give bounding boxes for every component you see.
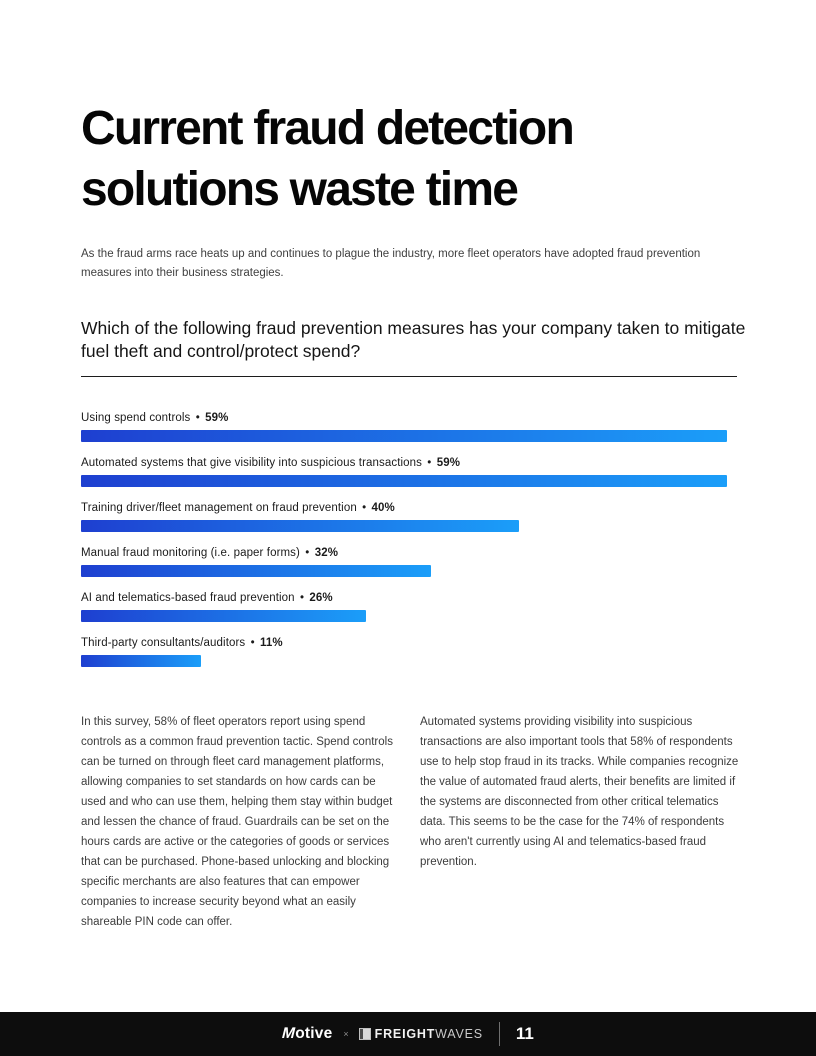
footer-content — [282, 1022, 534, 1046]
chart-rows — [81, 410, 727, 667]
body-column-right: Automated systems providing visibility into suspicious transactions are also important tools that 58% of respondents use to help stop fraud in its tracks. While companies recognize the value of automated fraud alerts, their benefits are limited if the systems are disconnected from other critical telematics data. This seems to be the case for the 74% of respondents who aren't currently using AI and telematics-based fraud prevention. — [420, 716, 739, 868]
page-number: 11 — [515, 1024, 534, 1043]
body-columns — [81, 712, 741, 932]
bar-value: 11% — [256, 637, 283, 649]
bar-label-separator: • — [362, 502, 367, 514]
bar — [81, 610, 366, 622]
bar-label: Automated systems that give visibility into suspicious transactions • 59% — [81, 457, 461, 469]
chart-row — [81, 635, 727, 667]
bar-label: Manual fraud monitoring (i.e. paper forms) • 32% — [81, 547, 339, 559]
bar — [81, 520, 519, 532]
bar — [81, 565, 431, 577]
chart-row — [81, 455, 727, 487]
bar — [81, 430, 727, 442]
intro-paragraph: As the fraud arms race heats up and continues to plague the industry, more fleet operators have adopted fraud prevention measures into their business strategies. — [81, 247, 701, 279]
bar-label-separator: • — [250, 637, 255, 649]
freightwaves-logo — [360, 1027, 483, 1041]
bar-label-separator: • — [305, 547, 310, 559]
page-title — [81, 98, 761, 220]
bar-label: Using spend controls • 59% — [81, 412, 229, 424]
motive-logo — [282, 1025, 332, 1043]
motive-logo-rest: otive — [295, 1025, 333, 1042]
bar-label-separator: • — [427, 457, 432, 469]
bar-label: Third-party consultants/auditors • 11% — [81, 637, 283, 649]
logo-x-separator: × — [343, 1029, 349, 1039]
chart-row — [81, 590, 727, 622]
chart-row — [81, 500, 727, 532]
bar — [81, 655, 201, 667]
bar-label-separator: • — [299, 592, 305, 604]
bar-chart — [81, 410, 727, 680]
footer-divider — [499, 1022, 500, 1046]
bar-value: 40% — [368, 502, 395, 514]
freightwaves-logo-light: WAVES — [435, 1027, 483, 1041]
bar-value: 32% — [311, 547, 339, 559]
bar-value: 26% — [306, 592, 333, 604]
bar-label: Training driver/fleet management on fraud prevention • 40% — [81, 502, 395, 514]
survey-question-heading: Which of the following fraud prevention measures has your company taken to mitigate fuel theft and control/protect spend? — [81, 318, 746, 361]
divider-rule — [81, 376, 737, 377]
bar-label: AI and telematics-based fraud prevention • 26% — [81, 592, 333, 604]
page-title-line1: Current fraud detection — [81, 102, 573, 156]
footer-bar — [0, 1012, 816, 1056]
bar-value: 59% — [433, 457, 461, 469]
chart-row — [81, 545, 727, 577]
freightwaves-logo-bold: FREIGHT — [374, 1027, 436, 1041]
page-title-line2: solutions waste time — [81, 163, 518, 217]
body-column-left: In this survey, 58% of fleet operators report using spend controls as a common fraud prevention tactic. Spend controls can be turned on through fleet card management platforms, allowing companies to set standards on how cards can be used and who can use them, helping them stay within budget and lessen the chance of fraud. Guardrails can be set on the hours cards are active or the categories of goods or services that can be purchased. Phone-based unlocking and blocking specific merchants are also features that can empower companies to increase security beyond what an easily shareable PIN code can offer. — [81, 716, 393, 928]
motive-logo-m: M — [280, 1025, 298, 1042]
freightwaves-icon — [360, 1029, 370, 1039]
bar-label-separator: • — [195, 412, 200, 424]
bar — [81, 475, 727, 487]
bar-value: 59% — [201, 412, 229, 424]
chart-row — [81, 410, 727, 442]
